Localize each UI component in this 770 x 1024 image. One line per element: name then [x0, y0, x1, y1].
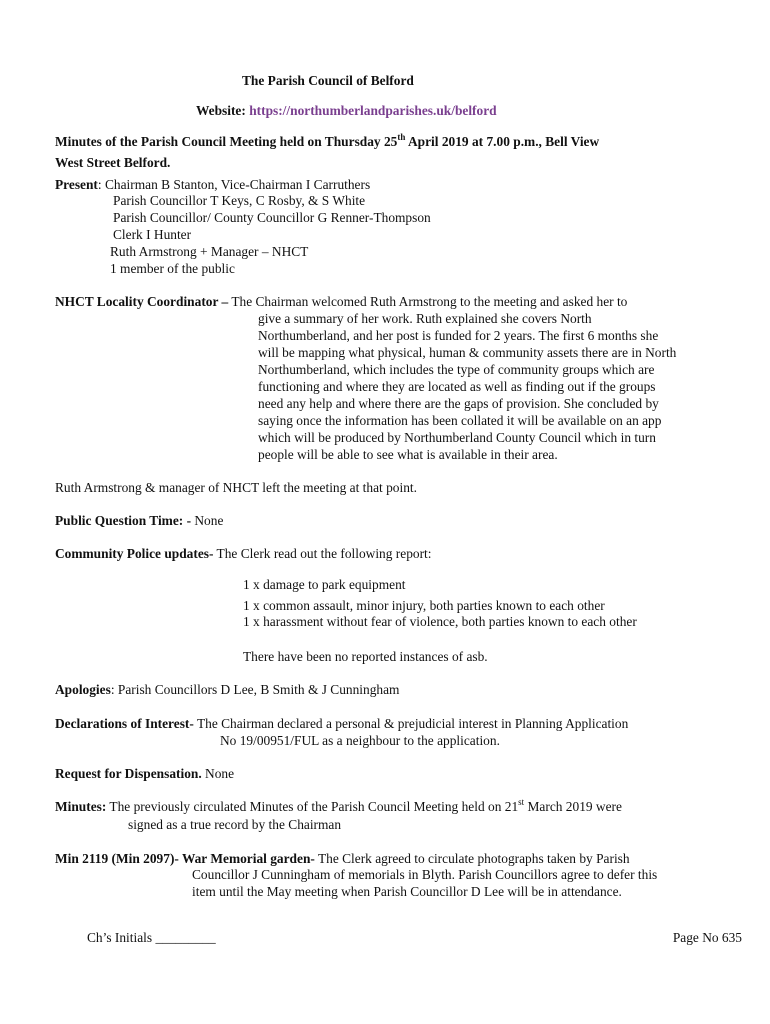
nhct-text: need any help and where there are the gaps of provision. She concluded by: [258, 396, 659, 411]
min2119-text: The Clerk agreed to circulate photographs taken by Parish: [314, 851, 630, 866]
website-line: [196, 102, 497, 119]
nhct-text: people will be able to see what is available in their area.: [258, 447, 558, 462]
present-item: Ruth Armstrong + Manager – NHCT: [110, 244, 309, 259]
nhct-text: will be mapping what physical, human & community assets there are in North: [258, 345, 677, 360]
present-item: Clerk I Hunter: [113, 227, 192, 242]
nhct-body: [258, 310, 676, 463]
nhct-text: functioning and where they are located as well as finding out if the groups: [258, 379, 656, 394]
police-heading: Community Police updates-: [55, 546, 214, 561]
nhct-text: Northumberland, which includes the type of community groups which are: [258, 362, 655, 377]
police-item: 1 x common assault, minor injury, both parties known to each other: [243, 598, 605, 613]
min2119-heading: Min 2119 (Min 2097)- War Memorial garden-: [55, 851, 315, 866]
minutes-text: The previously circulated Minutes of the Parish Council Meeting held on 21: [106, 799, 519, 814]
apologies-text: : Parish Councillors D Lee, B Smith & J Cunningham: [110, 682, 400, 697]
declarations: [55, 715, 628, 732]
apologies-heading: Apologies: [55, 682, 111, 697]
dispensation-heading: Request for Dispensation.: [55, 766, 202, 781]
present-label: Present: [55, 177, 98, 192]
minutes-title-line1: [55, 133, 599, 150]
present-item: 1 member of the public: [110, 261, 235, 276]
police-note: There have been no reported instances of asb.: [243, 649, 488, 664]
public-question-heading: Public Question Time: -: [55, 513, 192, 528]
police-updates: [55, 545, 432, 562]
council-title: The Parish Council of Belford: [242, 73, 414, 88]
minutes-title-line2: West Street Belford.: [55, 155, 171, 170]
present-text: : Chairman B Stanton, Vice-Chairman I Carruthers: [97, 177, 371, 192]
minutes-text-2: signed as a true record by the Chairman: [128, 817, 342, 832]
nhct-text: which will be produced by Northumberland County Council which in turn: [258, 430, 656, 445]
nhct-text: Northumberland, and her post is funded for 2 years. The first 6 months she: [258, 328, 659, 343]
min2119-text-3: item until the May meeting when Parish Councillor D Lee will be in attendance.: [192, 884, 622, 899]
page-number: Page No 635: [672, 930, 742, 945]
min2119: [55, 850, 630, 867]
present-line1: [55, 176, 370, 193]
present-list: [113, 192, 431, 243]
nhct-line1: [55, 293, 627, 310]
dispensation-text: None: [201, 766, 235, 781]
public-question-text: None: [191, 513, 224, 528]
minutes-sup: st: [518, 796, 525, 807]
police-item: 1 x damage to park equipment: [243, 577, 406, 592]
min2119-text-2: Councillor J Cunningham of memorials in Blyth. Parish Councillors agree to defer this: [192, 867, 658, 882]
minutes-title-part: Minutes of the Parish Council Meeting held on Thursday 25: [55, 134, 398, 149]
apologies: [55, 681, 399, 698]
minutes-title-part: April 2019 at 7.00 p.m., Bell View: [405, 134, 600, 149]
present-list-2: [110, 243, 308, 277]
present-item: Parish Councillor T Keys, C Rosby, & S White: [113, 193, 366, 208]
ruth-left-text: Ruth Armstrong & manager of NHCT left the meeting at that point.: [55, 480, 417, 495]
website-link[interactable]: https://northumberlandparishes.uk/belford: [249, 103, 497, 118]
nhct-text: give a summary of her work. Ruth explained she covers North: [258, 311, 592, 326]
minutes-text: March 2019 were: [524, 799, 622, 814]
dispensation: [55, 765, 234, 782]
police-item: 1 x harassment without fear of violence, both parties known to each other: [243, 614, 637, 629]
public-question: [55, 512, 223, 529]
website-label: Website:: [196, 103, 246, 118]
chairman-initials: Ch’s Initials _________: [87, 930, 216, 945]
declarations-text-2: No 19/00951/FUL as a neighbour to the application.: [220, 733, 500, 748]
nhct-text: saying once the information has been collated it will be available on an app: [258, 413, 662, 428]
present-item: Parish Councillor/ County Councillor G Renner-Thompson: [113, 210, 431, 225]
nhct-heading: NHCT Locality Coordinator –: [55, 294, 229, 309]
declarations-text: The Chairman declared a personal & prejudicial interest in Planning Application: [193, 716, 629, 731]
nhct-text: The Chairman welcomed Ruth Armstrong to the meeting and asked her to: [228, 294, 628, 309]
minutes-title-sup: th: [397, 131, 406, 142]
declarations-heading: Declarations of Interest-: [55, 716, 194, 731]
police-text: The Clerk read out the following report:: [213, 546, 432, 561]
minutes-approval: [55, 798, 622, 815]
minutes-heading: Minutes:: [55, 799, 107, 814]
